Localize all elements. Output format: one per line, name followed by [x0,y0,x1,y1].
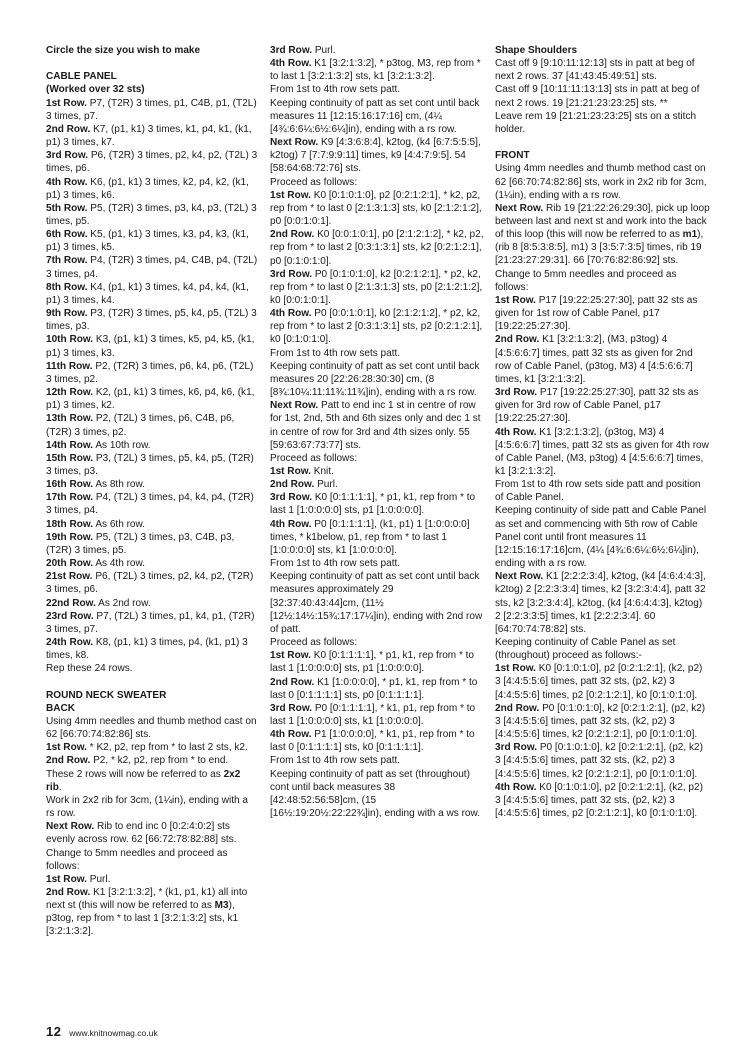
front-next-row [495,202,710,268]
instruction-row [270,399,484,452]
row-text: Keeping continuity of Cable Panel as set (throughout) proceed as follows:- [495,637,676,662]
row-text: P0 [0:1:0:1:0], k2 [0:2:1:2:1], (p2, k2) 3 [4:4:5:5:6] times, patt 32 sts, (k2, p2) 3 [4:4:5:5:6] times, k2 [0:2:1:2:1], p0 [0:1:0:1:0]. [495,742,703,780]
instruction-row [270,44,484,57]
row-label: 1st Row. [270,650,311,662]
instruction-row [46,333,258,359]
row-text: K0 [0:1:0:1:0], p2 [0:2:1:2:1], (k2, p2) 3 [4:4:5:5:6] times, patt 32 sts, (p2, k2) 3 [4:4:5:5:6] times, p2 [0:2:1:2:1], k0 [0:1:0:1:0]. [495,781,703,820]
instruction-row [46,636,258,662]
shape-line: Cast off 9 [10:11:11:13:13] sts in patt at beg of next 2 rows. 19 [21:21:23:23:25] sts. ** [495,84,700,109]
row-text: Rib to end inc 0 [0:2:4:0:2] sts evenly across row. 62 [66:72:78:82:88] sts. [46,821,237,846]
instruction-row [270,702,484,728]
row-label: 12th Row. [46,387,94,399]
row-text: P4, (T2L) 3 times, p4, k4, p4, (T2R) 3 times, p4. [46,492,254,517]
instruction-row [46,176,258,202]
instruction-row [46,254,258,280]
row-text: K0 [0:1:0:1:0], p2 [0:2:1:2:1], * k2, p2, rep from * to last 0 [2:1:3:1:3] sts, k0 [2:1:2:1:2], p0 [0:0:1:0:1]. [270,189,482,228]
instruction-row [495,781,710,820]
row-label: 13th Row. [46,413,94,425]
row-label: 1st Row. [46,873,87,885]
row-text: K1 [2:2:2:3:4], k2tog, (k4 [4:6:4:4:3], k2tog) 2 [2:2:3:3:4] times, k2 [3:2:3:4:4], patt 32 sts, k2 [3:2:3:4:4], k2tog, (k4 [4:6:4:4:3], k2tog) 2 [2:2:3:3:5] times, k1 [2:2:2:3:4]. 60 [64:70:74:78:82] sts. [495,571,706,635]
page-footer [46,1024,158,1039]
row-label: 1st Row. [46,97,87,109]
row-text: Keeping continuity of patt as set cont until back measures 11 [12:15:16:17:16] cm, (4¼ [4¾:6:6¼:6½:6¼]in), ending with a rs row. [270,97,480,135]
row-text: P0 [0:1:0:1:0], k2 [0:2:1:2:1], (p2, k2) 3 [4:4:5:5:6] times, patt 32 sts, (k2, p2) 3 [4:4:5:5:6] times, k2 [0:2:1:2:1], p0 [0:1:0:1:0]. [495,702,706,741]
row-label: 2nd Row. [495,702,540,714]
row-text: K6, (p1, k1) 3 times, k2, p4, k2, (k1, p1) 3 times, k6. [46,176,249,201]
row-text: Keeping continuity of side patt and Cable Panel as set and commencing with 5th row of Cable Panel cont until front measures 11 [12:15:16:17:16]cm, (4¼ [4¾:6:6¼:6½:6¼]in), ending with a rs row. [495,505,707,570]
row-label: 7th Row. [46,255,88,267]
row-label: 9th Row. [46,308,88,320]
row-text: From 1st to 4th row sets patt. [270,84,401,96]
rib-ref-term: 2x2 rib [46,768,241,793]
front-instructions [495,294,710,820]
row-text: P2, (T2L) 3 times, p6, C4B, p6, (T2R) 3 times, p2. [46,413,235,438]
instruction-row [270,518,484,557]
row-label: 3rd Row. [495,742,538,754]
instruction-text [495,636,710,662]
row-label: 3rd Row. [270,45,313,56]
row-text: K1 [3:2:1:3:2], * p3tog, M3, rep from * to last 1 [3:2:1:3:2] sts, k1 [3:2:1:3:2]. [270,58,481,83]
row-label: 4th Row. [495,781,537,793]
instruction-row [495,386,710,425]
row-label: Next Row. [270,137,319,149]
rib-ref-text: These 2 rows will now be referred to as [46,768,224,780]
row-label: 2nd Row. [46,755,91,767]
instruction-row [270,478,484,491]
row-label: 1st Row. [270,189,311,201]
instruction-row [495,426,710,479]
row-text: K0 [0:1:1:1:1], * p1, k1, rep from * to last 1 [1:0:0:0:0] sts, p1 [1:0:0:0:0]. [270,492,476,517]
row-text: Keeping continuity of patt as set (throughout) cont until back measures 38 [42:48:52:56:58]cm, (15 [16½:19:20½:22:22¾]in), ending with a ws row. [270,768,481,820]
row-label: 22nd Row. [46,597,96,609]
row-label: 8th Row. [46,281,88,293]
row-text: From 1st to 4th row sets side patt and position of Cable Panel. [495,479,701,504]
row-label: 23rd Row. [46,610,94,622]
row-label: 3rd Row. [270,268,313,280]
row-text: Purl. [314,479,338,491]
patt-row-1 [46,873,258,886]
row-label: 2nd Row. [270,676,315,688]
shape-shoulders-heading: Shape Shoulders [495,45,578,56]
instruction-row [46,570,258,596]
instruction-row [270,649,484,675]
row-text: As 10th row. [93,439,151,451]
instruction-row [46,597,258,610]
row-text: P1 [1:0:0:0:0], * k1, p1, rep from * to last 0 [0:1:1:1:1] sts, k0 [0:1:1:1:1]. [270,729,475,754]
row-label: 19th Row. [46,531,94,543]
row-label: 3rd Row. [46,150,89,162]
row-label: 4th Row. [270,729,312,741]
instruction-text [495,504,710,570]
row-text: P6, (T2L) 3 times, p2, k4, p2, (T2R) 3 times, p6. [46,571,254,596]
row-text: K5, (p1, k1) 3 times, k3, p4, k3, (k1, p1) 3 times, k5. [46,229,249,254]
rib-ref-end: . [58,781,62,793]
instruction-row [495,662,710,701]
instruction-text [495,478,710,504]
cable-panel-rows [46,97,258,663]
repeat-note: Rep these 24 rows. [46,663,133,675]
row-text: Knit. [310,466,334,477]
row-text: Patt to end inc 1 st in centre of row for 1st, 2nd, 5th and 6th sizes only and dec 1 st in centre of row for 3rd and 4th sizes only. 55 [59:63:67:73:77] sts. [270,400,481,451]
instruction-row [46,452,258,478]
row-text: K2, (p1, k1) 3 times, k6, p4, k6, (k1, p1) 3 times, k2. [46,387,255,412]
row-text: P7, (T2R) 3 times, p1, C4B, p1, (T2L) 3 times, p7. [46,97,257,122]
instruction-text [270,557,484,570]
instruction-row [46,202,258,228]
instruction-row [46,360,258,386]
instruction-row [46,149,258,175]
front-change-needles: Change to 5mm needles and proceed as follows: [495,268,677,293]
instruction-row [46,228,258,254]
row-label: 3rd Row. [270,702,313,714]
row-label: 10th Row. [46,334,94,346]
row-label: 3rd Row. [270,492,313,504]
row-text: P0 [0:1:1:1:1], (k1, p1) 1 [1:0:0:0:0] times, * k1below, p1, rep from * to last 1 [1:0:0:0:0] sts, k1 [1:0:0:0:0]. [270,518,470,556]
instruction-row [270,465,484,478]
size-instruction: Circle the size you wish to make [46,45,201,56]
row-text: Keeping continuity of patt as set cont until back measures 20 [22:26:28:30:30] cm, (8 [8¾:10¼:11:11¾:11¾]in), ending with a rs row. [270,360,480,399]
row-label: Next Row. [46,821,95,833]
sweater-heading: ROUND NECK SWEATER [46,689,167,701]
instruction-text [270,768,484,821]
instruction-row [495,702,710,741]
row-text: K0 [0:0:1:0:1], p0 [2:1:2:1:2], * k2, p2, rep from * to last 2 [0:3:1:3:1] sts, k2 [0:2:1:2:1], p0 [0:1:0:1:0]. [270,229,484,267]
row-label: 1st Row. [495,663,536,675]
instruction-text [270,754,484,767]
row-text: Proceed as follows: [270,637,358,649]
back-instructions [270,44,484,820]
back-row-1 [46,741,258,754]
row-text: K9 [4:3:6:8:4], k2tog, (k4 [6:7:5:5:5], k2tog) 7 [7:7:9:9:11] times, k9 [4:4:7:9:5]. 54 [58:64:68:72:76] sts. [270,137,481,175]
rib-work: Work in 2x2 rib for 3cm, (1¼in), ending with a rs row. [46,794,248,820]
row-label: 2nd Row. [46,123,91,135]
row-text: K1 [3:2:1:3:2], * (k1, p1, k1) all into next st (this will now be referred to as [46,886,248,912]
instruction-row [270,57,484,83]
front-heading: FRONT [495,150,530,162]
row-label: 20th Row. [46,558,94,570]
back-row-2 [46,754,258,767]
row-text: As 6th row. [93,518,146,530]
row-label: 16th Row. [46,479,94,491]
instruction-row [270,228,484,267]
instruction-row [270,676,484,702]
row-label: 5th Row. [46,202,88,214]
row-text: As 4th row. [93,558,146,570]
instruction-row [46,439,258,452]
instruction-text [270,97,484,136]
row-label: Next Row. [495,571,544,583]
row-label: 3rd Row. [495,387,538,399]
row-label: 6th Row. [46,229,88,241]
m3-term: M3 [214,900,229,912]
row-text: K3, (p1, k1) 3 times, k5, p4, k5, (k1, p1) 3 times, k3. [46,334,255,359]
row-text: ), p3tog, rep from * to last 1 [3:2:1:3:2] sts, k1 [3:2:1:3:2]. [46,900,239,938]
instruction-text [270,570,484,636]
row-text: ), (rib 8 [8:5:3:8:5], m1) 3 [3:5:7:3:5] times, rib 19 [21:23:27:29:31]. 66 [70:76:82:86:92] sts. [495,229,704,267]
row-text: P7, (T2L) 3 times, p1, k4, p1, (T2R) 3 times, p7. [46,610,255,635]
row-label: 2nd Row. [270,229,315,241]
row-label: 2nd Row. [495,334,540,346]
row-text: P0 [0:0:1:0:1], k0 [2:1:2:1:2], * p2, k2, rep from * to last 2 [0:3:1:3:1] sts, p2 [0:2:1:2:1], k0 [0:1:0:1:0]. [270,308,483,346]
row-text: K8, (p1, k1) 3 times, p4, (k1, p1) 3 times, k8. [46,637,248,662]
instruction-row [495,570,710,636]
instruction-row [495,333,710,386]
shape-line: Cast off 9 [9:10:11:12:13] sts in patt at beg of next 2 rows. 37 [41:43:45:49:51] sts. [495,58,695,83]
instruction-row [270,307,484,346]
instruction-row [270,189,484,228]
row-text: K4, (p1, k1) 3 times, k4, p4, k4, (k1, p1) 3 times, k4. [46,281,249,306]
row-text: Rib 19 [21:22:26:29:30], pick up loop between last and next st and work into the back of this loop (this will now be referred to as [495,202,710,241]
row-text: P6, (T2R) 3 times, p2, k4, p2, (T2L) 3 times, p6. [46,150,258,175]
row-text: As 2nd row. [95,597,151,609]
row-text: Keeping continuity of patt as set cont until back measures approximately 29 [32:37:40:43:44]cm, (11½ [12½:14½:15¾:17:17¼]in), ending with 2nd row of patt. [270,571,483,635]
row-text: From 1st to 4th row sets patt. [270,755,401,767]
column-3 [495,44,710,820]
cable-panel-heading: CABLE PANEL [46,71,117,83]
row-label: 15th Row. [46,452,94,464]
patt-row-2 [46,886,258,939]
column-2 [270,44,484,820]
row-text: From 1st to 4th row sets patt. [270,347,401,359]
row-text: K1 [1:0:0:0:0], * p1, k1, rep from * to last 0 [0:1:1:1:1] sts, p0 [0:1:1:1:1]. [270,676,478,701]
row-text: From 1st to 4th row sets patt. [270,558,401,570]
instruction-row [270,491,484,517]
row-text: Proceed as follows: [270,452,358,464]
instruction-row [495,741,710,780]
back-heading: BACK [46,702,76,714]
row-label: 4th Row. [46,176,88,188]
instruction-row [46,307,258,333]
row-text: P2, (T2R) 3 times, p6, k4, p6, (T2L) 3 times, p2. [46,360,254,385]
row-label: 1st Row. [270,466,311,477]
row-text: P3, (T2R) 3 times, p5, k4, p5, (T2L) 3 times, p3. [46,308,257,333]
row-label: 4th Row. [495,426,537,438]
row-text: K0 [0:1:1:1:1], * p1, k1, rep from * to last 1 [1:0:0:0:0] sts, p1 [1:0:0:0:0]. [270,650,475,675]
row-label: 21st Row. [46,571,93,583]
row-label: 1st Row. [495,294,536,306]
row-text: P17 [19:22:25:27:30], patt 32 sts as given for 3rd row of Cable Panel, p17 [19:22:25:27:30]. [495,387,699,425]
instruction-row [46,518,258,531]
row-text: P5, (T2R) 3 times, p3, k4, p3, (T2L) 3 times, p5. [46,202,257,228]
instruction-text [270,83,484,96]
row-text: K7, (p1, k1) 3 times, k1, p4, k1, (k1, p1) 3 times, k7. [46,123,252,149]
instruction-text [270,360,484,399]
change-needles: Change to 5mm needles and proceed as follows: [46,847,228,872]
back-intro: Using 4mm needles and thumb method cast on 62 [66:70:74:82:86] sts. [46,715,257,741]
page-number: 12 [46,1024,62,1039]
row-text: Purl. [312,45,336,56]
instruction-row [46,386,258,412]
row-label: 2nd Row. [270,479,315,491]
instruction-text [270,347,484,360]
row-label: 11th Row. [46,360,93,372]
instruction-row [46,412,258,438]
row-label: 1st Row. [46,742,87,754]
row-text: P17 [19:22:25:27:30], patt 32 sts as given for 1st row of Cable Panel, p17 [19:22:25:27:30]. [495,294,698,333]
instruction-row [495,294,710,333]
row-label: 18th Row. [46,518,94,530]
front-intro: Using 4mm needles and thumb method cast on 62 [66:70:74:82:86] sts, work in 2x2 rib for 3cm, (1¼in), ending with a rs row. [495,163,707,201]
row-label: 4th Row. [270,58,312,70]
instruction-row [270,728,484,754]
column-1 [46,44,258,939]
row-label: 2nd Row. [46,886,91,898]
row-text: P0 [0:1:1:1:1], * k1, p1, rep from * to last 1 [1:0:0:0:0] sts, k1 [1:0:0:0:0]. [270,702,476,727]
instruction-row [46,123,258,149]
website-url: www.knitnowmag.co.uk [69,1028,158,1038]
shape-line: Leave rem 19 [21:21:23:23:25] sts on a stitch holder. [495,110,697,135]
row-text: P3, (T2L) 3 times, p5, k4, p5, (T2R) 3 times, p3. [46,452,254,477]
row-label: 4th Row. [270,308,312,320]
row-text: K0 [0:1:0:1:0], p2 [0:2:1:2:1], (k2, p2) 3 [4:4:5:5:6] times, patt 32 sts, (p2, k2) 3 [4:4:5:5:6] times, p2 [0:2:1:2:1], k0 [0:1:0:1:0]. [495,663,703,701]
row-label: 14th Row. [46,439,94,451]
row-text: Proceed as follows: [270,176,358,188]
row-text: P0 [0:1:0:1:0], k2 [0:2:1:2:1], * p2, k2, rep from * to last 0 [2:1:3:1:3] sts, p0 [2:1:2:1:2], k0 [0:0:1:0:1]. [270,268,483,306]
instruction-row [46,478,258,491]
instruction-text [270,636,484,649]
instruction-row [46,531,258,557]
instruction-row [46,491,258,517]
instruction-row [46,557,258,570]
instruction-row [270,136,484,175]
cable-panel-subheading: (Worked over 32 sts) [46,84,145,96]
row-label: Next Row. [495,202,544,214]
row-label: 4th Row. [270,518,312,530]
row-text: As 8th row. [93,479,146,491]
instruction-row [46,610,258,636]
instruction-text [270,176,484,189]
row-label: Next Row. [270,400,319,412]
row-text: P5, (T2L) 3 times, p3, C4B, p3, (T2R) 3 times, p5. [46,531,235,556]
instruction-text [270,452,484,465]
row-text: Purl. [86,873,111,885]
row-text: * K2, p2, rep from * to last 2 sts, k2. [86,742,248,754]
row-label: 17th Row. [46,492,94,504]
m1-term: m1 [682,229,698,241]
row-text: P4, (T2R) 3 times, p4, C4B, p4, (T2L) 3 times, p4. [46,255,258,280]
instruction-row [270,268,484,307]
rib-reference [46,768,258,794]
row-text: P2, * k2, p2, rep from * to end. [90,755,229,767]
instruction-row [46,281,258,307]
back-next-row [46,820,258,846]
row-text: K1 [3:2:1:3:2], (M3, p3tog) 4 [4:5:6:6:7] times, patt 32 sts as given for 2nd row of Cable Panel, (p3tog, M3) 4 [4:5:6:6:7] times, k1 [3:2:1:3:2]. [495,334,693,385]
row-text: K1 [3:2:1:3:2], (p3tog, M3) 4 [4:5:6:6:7] times, patt 32 sts as given for 4th row of Cable Panel, (M3, p3tog) 4 [4:5:6:6:7] times, k1 [3:2:1:3:2]. [495,426,709,477]
instruction-row [46,97,258,123]
row-label: 24th Row. [46,637,94,649]
